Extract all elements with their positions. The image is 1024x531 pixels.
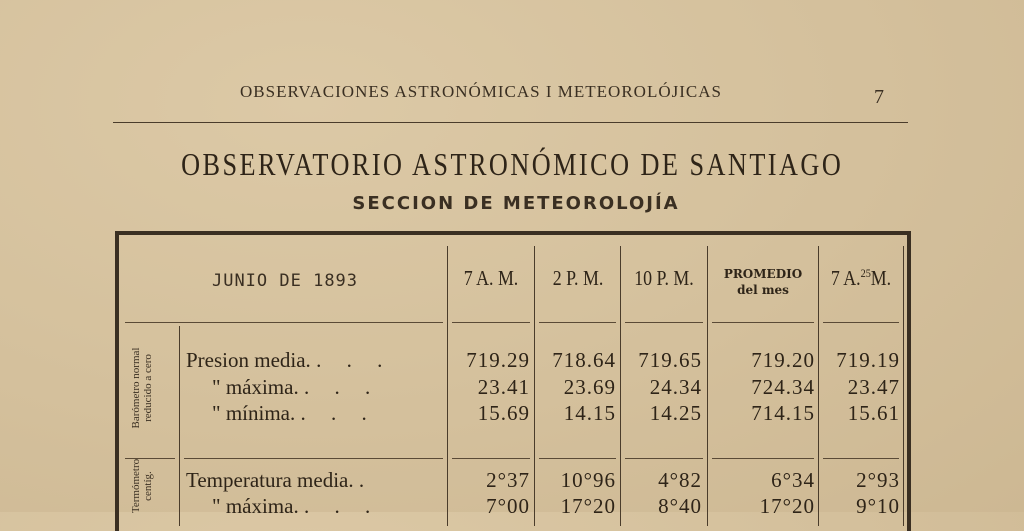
header-row-rule <box>452 322 530 323</box>
table-cell: 719.65 <box>638 348 702 372</box>
column-header-superscript: 25 <box>860 266 871 280</box>
column-header-7am-25 <box>824 266 897 291</box>
side-label-line: reducido a cero <box>142 354 154 422</box>
table-cell: 17°20 <box>759 494 815 518</box>
row-label-text: Temperatura media. <box>186 468 354 492</box>
side-label-thermometer <box>130 456 154 516</box>
table-cell: 719.19 <box>836 348 900 372</box>
month-header: JUNIO DE 1893 <box>211 271 359 291</box>
table-cell: 17°20 <box>560 494 616 518</box>
table-cell: 14.25 <box>649 401 702 425</box>
row-label-pressure-min <box>212 401 377 426</box>
side-label-line: centíg. <box>142 471 154 501</box>
table-cell: 7°00 <box>486 494 530 518</box>
side-label-divider <box>179 326 180 526</box>
table-cell: 15.61 <box>847 401 900 425</box>
column-header-line: PROMEDIO <box>723 267 803 281</box>
row-label-pressure-max <box>212 375 380 400</box>
row-label-text: " máxima. <box>212 494 299 518</box>
column-header-2pm: 2 P. M. <box>552 266 604 290</box>
table-cell: 15.69 <box>477 401 530 425</box>
row-label-text: Presion media. <box>186 348 311 372</box>
leader-dots: . . . <box>303 375 381 399</box>
side-label-line: Barómetro normal <box>130 347 142 429</box>
row-label-text: " máxima. <box>212 375 299 399</box>
header-rule <box>113 122 908 123</box>
table-cell: 719.29 <box>466 348 530 372</box>
table-cell: 714.15 <box>751 401 815 425</box>
group-rule <box>452 458 530 459</box>
header-row-rule <box>125 322 443 323</box>
leader-dots: . . . <box>300 401 377 425</box>
header-row-rule <box>539 322 616 323</box>
table-cell: 23.69 <box>563 375 616 399</box>
row-label-pressure-mean <box>186 348 392 373</box>
table-cell: 6°34 <box>771 468 815 492</box>
row-label-text: " mínima. <box>212 401 296 425</box>
row-label-temperature-max <box>212 494 380 519</box>
page-title: OBSERVATORIO ASTRONÓMICO DE SANTIAGO <box>181 146 844 182</box>
group-rule <box>823 458 899 459</box>
column-header-line: del mes <box>737 283 789 297</box>
leader-dots: . . . <box>303 494 381 518</box>
column-divider <box>903 246 904 526</box>
group-rule <box>712 458 814 459</box>
table-cell: 23.41 <box>477 375 530 399</box>
table-cell: 724.34 <box>751 375 815 399</box>
group-rule <box>184 458 443 459</box>
column-divider <box>620 246 621 526</box>
running-head: OBSERVACIONES ASTRONÓMICAS I METEOROLÓJICAS <box>240 82 722 101</box>
table-cell: 718.64 <box>552 348 616 372</box>
table-cell: 23.47 <box>847 375 900 399</box>
header-row-rule <box>712 322 814 323</box>
leader-dots: . <box>358 468 375 492</box>
column-header-part: M. <box>870 266 892 290</box>
table-cell: 719.20 <box>751 348 815 372</box>
table-cell: 2°93 <box>856 468 900 492</box>
column-divider <box>534 246 535 526</box>
column-header-monthly-average <box>709 266 817 298</box>
leader-dots: . . . <box>316 348 393 372</box>
column-header-7am: 7 A. M. <box>463 266 519 290</box>
column-header-part: 7 A. <box>830 266 861 290</box>
header-row-rule <box>625 322 703 323</box>
table-cell: 9°10 <box>856 494 900 518</box>
row-label-temperature-mean <box>186 468 374 493</box>
header-row-rule <box>823 322 899 323</box>
group-rule <box>625 458 703 459</box>
column-divider <box>818 246 819 526</box>
table-cell: 4°82 <box>658 468 702 492</box>
column-header-10pm: 10 P. M. <box>634 266 694 290</box>
page-number: 7 <box>874 86 884 108</box>
table-cell: 14.15 <box>563 401 616 425</box>
group-rule <box>539 458 616 459</box>
page-subtitle: SECCION DE METEOROLOJÍA <box>352 193 680 214</box>
table-cell: 24.34 <box>649 375 702 399</box>
table-cell: 2°37 <box>486 468 530 492</box>
table-cell: 10°96 <box>560 468 616 492</box>
table-cell: 8°40 <box>658 494 702 518</box>
column-divider <box>707 246 708 526</box>
column-divider <box>447 246 448 526</box>
side-label-line: Termómetro <box>130 458 142 514</box>
side-label-barometer <box>130 338 154 438</box>
